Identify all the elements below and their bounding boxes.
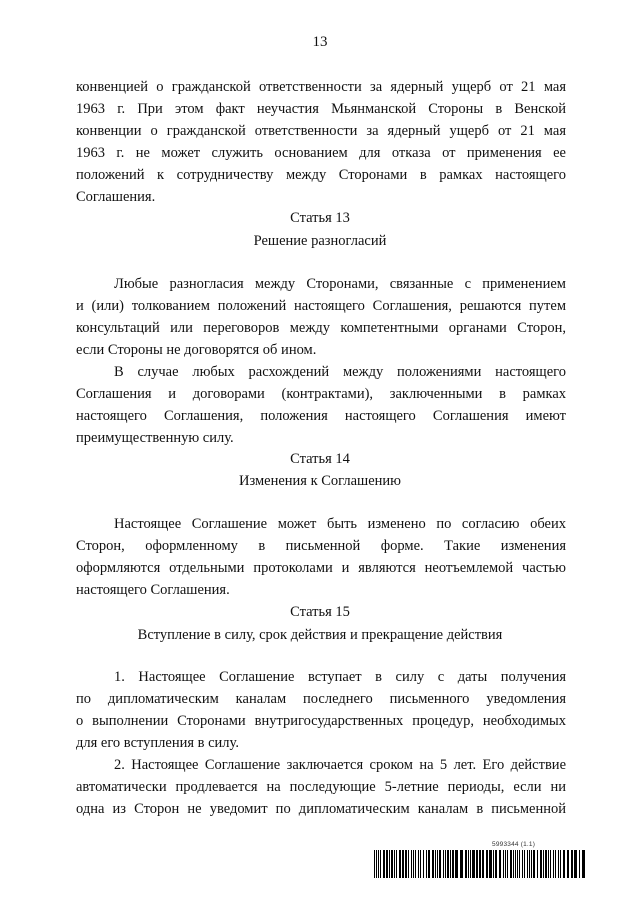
continuation-paragraph [76, 76, 566, 208]
text-line: Сторон, оформленному в письменной форме. Такие изменения [76, 538, 566, 554]
text-line: 1963 г. При этом факт неучастия Мьянманской Стороны в Венской [76, 101, 566, 117]
article-14-paragraph-1 [76, 513, 566, 601]
article-13-number: Статья 13 [290, 210, 350, 226]
article-15-title: Вступление в силу, срок действия и прекращение действия [137, 627, 503, 643]
article-15-paragraph-1 [76, 666, 566, 754]
text-line: 1963 г. не может служить основанием для отказа от применения ее [76, 145, 566, 161]
article-13-paragraph-1 [76, 273, 566, 361]
text-line: о выполнении Сторонами внутригосударственных процедур, необходимых [76, 713, 566, 729]
text-line: положений к сотрудничеству между Сторонами в рамках настоящего [76, 167, 566, 183]
text-line: В случае любых расхождений между положениями настоящего [114, 364, 566, 380]
page-number: 13 [312, 34, 328, 50]
text-line: и (или) толкованием положений настоящего Соглашения, решаются путем [76, 298, 566, 314]
text-line: по дипломатическим каналам последнего письменного уведомления [76, 691, 566, 707]
article-14-title: Изменения к Соглашению [238, 473, 402, 489]
text-line: оформляются отдельными протоколами и являются неотъемлемой частью [76, 560, 566, 576]
article-15-number: Статья 15 [290, 604, 350, 620]
text-line: 1. Настоящее Соглашение вступает в силу с даты получения [114, 669, 566, 685]
text-line: настоящего Соглашения. [76, 582, 230, 598]
article-13-paragraph-2 [76, 361, 566, 449]
text-line: 2. Настоящее Соглашение заключается сроком на 5 лет. Его действие [114, 757, 566, 773]
text-line: автоматически продлевается на последующие 5-летние периоды, если ни [76, 779, 566, 795]
article-15-paragraph-2 [76, 754, 566, 820]
barcode-icon [374, 850, 588, 878]
text-line: преимущественную силу. [76, 430, 234, 446]
barcode-label: 5993344 (1.1) [492, 841, 536, 848]
text-line: Настоящее Соглашение может быть изменено по согласию обеих [114, 516, 566, 532]
text-line: Соглашения и договорами (контрактами), заключенными в рамках [76, 386, 566, 402]
text-line: настоящего Соглашения, положения настоящего Соглашения имеют [76, 408, 566, 424]
text-line: конвенции о гражданской ответственности за ядерный ущерб от 21 мая [76, 123, 566, 139]
text-line: конвенцией о гражданской ответственности за ядерный ущерб от 21 мая [76, 79, 566, 95]
article-14-number: Статья 14 [290, 451, 350, 467]
text-line: Любые разногласия между Сторонами, связанные с применением [114, 276, 566, 292]
text-line: одна из Сторон не уведомит по дипломатическим каналам в письменной [76, 801, 566, 817]
text-line: если Стороны не договорятся об ином. [76, 342, 317, 358]
text-line: для его вступления в силу. [76, 735, 239, 751]
text-line: Соглашения. [76, 189, 156, 205]
article-13-title: Решение разногласий [253, 233, 387, 249]
text-line: консультаций или переговоров между компетентными органами Сторон, [76, 320, 566, 336]
